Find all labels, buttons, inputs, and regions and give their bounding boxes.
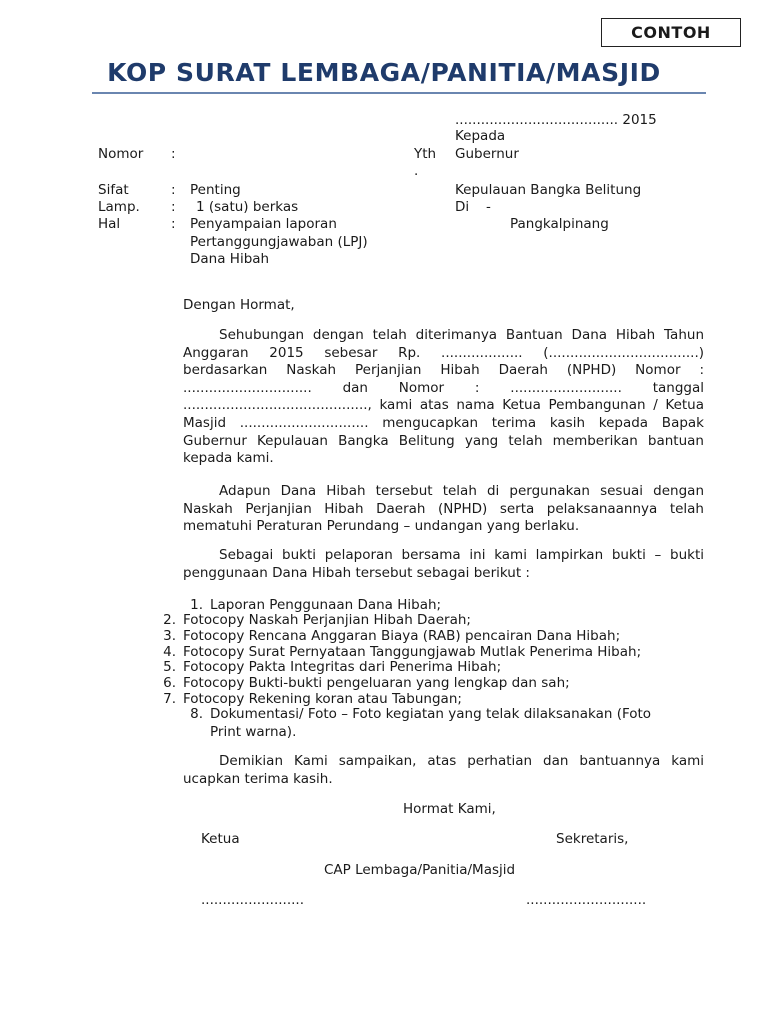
list-item: Fotocopy Pakta Integritas dari Penerima Hibah;: [183, 659, 502, 675]
closing-text: Demikian Kami sampaikan, atas perhatian dan bantuannya kami ucapkan terima kasih.: [183, 753, 704, 787]
list-number: 2.: [163, 612, 176, 628]
paragraph-1-text: Sehubungan dengan telah diterimanya Bantuan Dana Hibah Tahun Anggaran 2015 sebesar Rp. ................... (...................................) berdasarkan Naskah Perjanjian Hibah Daerah (NPHD) Nomor : .............................. dan Nomor : .......................... tanggal ..........................................., kami atas nama Ketua Pembangunan / Ketua Masjid .............................. mengucapkan terima kasih kepada Bapak Gubernur Kepulauan Bangka Belitung yang telah memberikan bantuan kepada kami.: [183, 327, 704, 467]
letterhead-title: KOP SURAT LEMBAGA/PANITIA/MASJID: [107, 58, 661, 87]
ketua-signature-line: ........................: [201, 892, 304, 908]
recipient-yth: Yth: [414, 146, 437, 162]
list-item: Laporan Penggunaan Dana Hibah;: [210, 597, 442, 613]
recipient-yth-dot: .: [414, 163, 419, 179]
hormat-kami: Hormat Kami,: [403, 801, 496, 817]
closing-paragraph: [183, 753, 704, 788]
recipient-city: Pangkalpinang: [510, 216, 609, 232]
cap-label: CAP Lembaga/Panitia/Masjid: [324, 862, 516, 878]
sifat-colon: :: [171, 182, 176, 198]
list-number: 4.: [163, 644, 176, 660]
sekretaris-label: Sekretaris,: [556, 831, 629, 847]
list-item: Fotocopy Bukti-bukti pengeluaran yang lengkap dan sah;: [183, 675, 570, 691]
lamp-label: Lamp.: [98, 199, 140, 215]
list-item-continuation: Print warna).: [210, 724, 297, 740]
hal-value-line1: Penyampaian laporan: [190, 216, 337, 232]
list-number: 7.: [163, 691, 176, 707]
list-item: Fotocopy Surat Pernyataan Tanggungjawab Mutlak Penerima Hibah;: [183, 644, 642, 660]
recipient-gubernur: Gubernur: [455, 146, 519, 162]
sifat-value: Penting: [190, 182, 241, 198]
list-number: 5.: [163, 659, 176, 675]
list-item: Dokumentasi/ Foto – Foto kegiatan yang telak dilaksanakan (Foto: [210, 706, 652, 722]
sekretaris-signature-line: ............................: [526, 892, 647, 908]
date-line: ...................................... 2015: [455, 112, 657, 128]
hal-label: Hal: [98, 216, 121, 232]
nomor-colon: :: [171, 146, 176, 162]
hal-value-line3: Dana Hibah: [190, 251, 270, 267]
recipient-di: Di: [455, 199, 470, 215]
list-item: Fotocopy Rekening koran atau Tabungan;: [183, 691, 462, 707]
lamp-value: 1 (satu) berkas: [196, 199, 299, 215]
ketua-label: Ketua: [201, 831, 240, 847]
hal-value-line2: Pertanggungjawaban (LPJ): [190, 234, 368, 250]
nomor-label: Nomor: [98, 146, 144, 162]
list-item: Fotocopy Naskah Perjanjian Hibah Daerah;: [183, 612, 471, 628]
list-number: 3.: [163, 628, 176, 644]
paragraph-3-text: Sebagai bukti pelaporan bersama ini kami lampirkan bukti – bukti penggunaan Dana Hibah tersebut sebagai berikut :: [183, 547, 704, 581]
paragraph-2: [183, 483, 704, 536]
recipient-province: Kepulauan Bangka Belitung: [455, 182, 642, 198]
hal-colon: :: [171, 216, 176, 232]
paragraph-2-text: Adapun Dana Hibah tersebut telah di pergunakan sesuai dengan Naskah Perjanjian Hibah Daerah (NPHD) serta pelaksanaannya telah mematuhi Peraturan Perundang – undangan yang berlaku.: [183, 483, 704, 535]
letterhead-divider: [92, 92, 706, 94]
paragraph-1: [183, 327, 704, 468]
list-number: 6.: [163, 675, 176, 691]
sifat-label: Sifat: [98, 182, 129, 198]
greeting: Dengan Hormat,: [183, 297, 295, 313]
list-number: 8.: [190, 706, 203, 722]
list-item: Fotocopy Rencana Anggaran Biaya (RAB) pencairan Dana Hibah;: [183, 628, 621, 644]
recipient-di-dash: -: [486, 199, 491, 215]
paragraph-3: [183, 547, 704, 582]
stamp-contoh: CONTOH: [601, 18, 741, 47]
lamp-colon: :: [171, 199, 176, 215]
recipient-kepada: Kepada: [455, 128, 506, 144]
list-number: 1.: [190, 597, 203, 613]
